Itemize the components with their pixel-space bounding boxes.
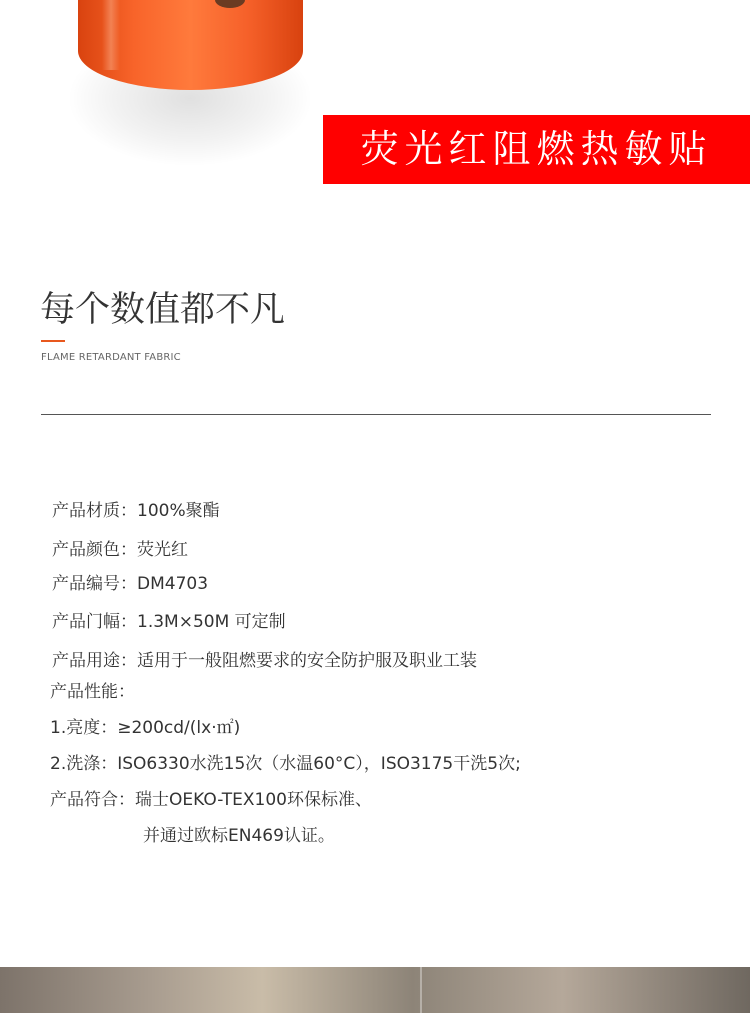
product-title: 荧光红阻燃热敏贴 xyxy=(360,127,713,171)
photo-seam xyxy=(420,967,422,1013)
spec-color: 产品颜色：荧光红 xyxy=(52,540,188,560)
spec-compliance: 产品符合：瑞士OEKO-TEX100环保标准、 xyxy=(50,790,372,810)
spec-brightness: 1.亮度：≥200cd/(lx·㎡) xyxy=(50,718,241,738)
roll-highlight xyxy=(102,0,120,70)
section-title: 每个数值都不凡 xyxy=(40,290,286,330)
spec-width: 产品门幅：1.3M×50M 可定制 xyxy=(52,612,286,632)
section-divider xyxy=(41,414,711,415)
spec-washing: 2.洗涤：ISO6330水洗15次（水温60°C），ISO3175干洗5次; xyxy=(50,754,521,774)
bottom-photo-strip xyxy=(0,967,750,1013)
spec-code: 产品编号：DM4703 xyxy=(52,574,209,594)
spec-material: 产品材质：100%聚酯 xyxy=(52,501,220,521)
spec-usage: 产品用途：适用于一般阻燃要求的安全防护服及职业工装 xyxy=(52,651,477,671)
spec-compliance-cont: 并通过欧标EN469认证。 xyxy=(143,826,335,846)
product-title-banner xyxy=(323,115,750,184)
title-accent-line xyxy=(41,340,65,342)
section-subtitle: FLAME RETARDANT FABRIC xyxy=(41,352,181,363)
spec-performance: 产品性能： xyxy=(50,682,135,702)
